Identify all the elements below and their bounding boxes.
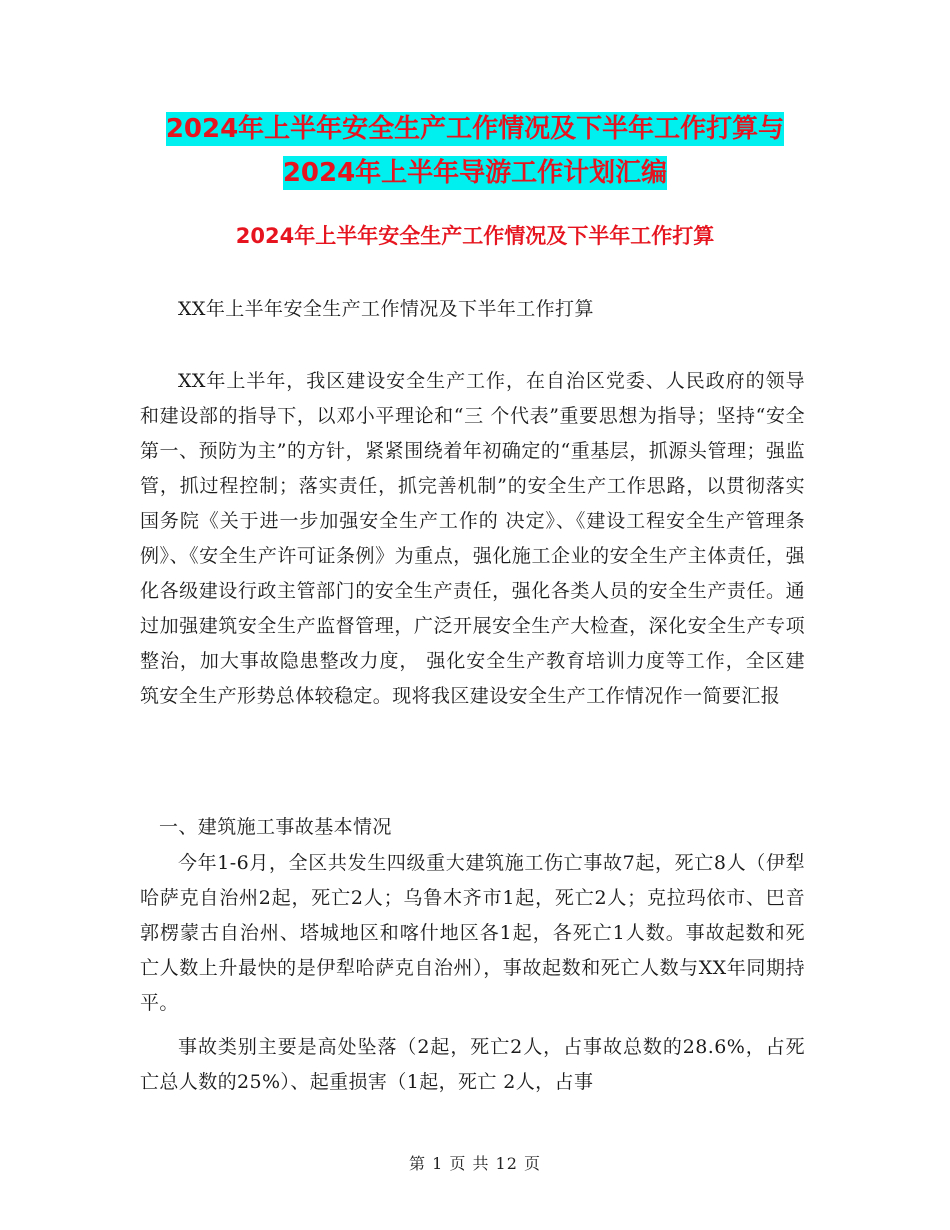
page-footer: 第 1 页 共 12 页 <box>409 1154 541 1173</box>
main-title-line1-text: 2024年上半年安全生产工作情况及下半年工作打算与 <box>165 114 785 144</box>
paragraph-accident-types: 事故类别主要是高处坠落（2起，死亡2人，占事故总数的28.6%，占死亡总人数的25%）、起重损害（1起，死亡 2人，占事 <box>140 1036 805 1093</box>
main-title-line1 <box>0 110 950 148</box>
section-title: 2024年上半年安全生产工作情况及下半年工作打算 <box>235 224 715 248</box>
main-title-line2 <box>0 154 950 192</box>
paragraph-accident-stats: 今年1-6月，全区共发生四级重大建筑施工伤亡事故7起，死亡8人（伊犁哈萨克自治州2起，死亡2人；乌鲁木齐市1起，死亡2人；克拉玛依市、巴音郭楞蒙古自治州、塔城地区和喀什地区各1起，各死亡1人数。事故起数和死亡人数上升最快的是伊犁哈萨克自治州），事故起数和死亡人数与XX年同期持平。 <box>140 852 806 1014</box>
section-heading-accidents: 一、建筑施工事故基本情况 <box>159 816 392 838</box>
document-heading: XX年上半年安全生产工作情况及下半年工作打算 <box>178 298 594 320</box>
paragraph-intro: XX年上半年，我区建设安全生产工作，在自治区党委、人民政府的领导和建设部的指导下，以邓小平理论和“三 个代表”重要思想为指导；坚持“安全第一、预防为主”的方针，紧紧围绕着年初确定的“重基层，抓源头管理；强监 管，抓过程控制；落实责任，抓完善机制”的安全生产工作思路，以贯彻落实国务院《关于进一步加强安全生产工作的 决定》、《建设工程安全生产管理条例》、《安全生产许可证条例》为重点，强化施工企业的安全生产主体责任，强化各级建设行政主管部门的安全生产责任，强化各类人员的安全生产责任。通过加强建筑安全生产监督管理，广泛开展安全生产大检查，深化安全生产专项整治，加大事故隐患整改力度， 强化安全生产教育培训力度等工作，全区建筑安全生产形势总体较稳定。现将我区建设安全生产工作情况作一简要汇报 <box>140 370 805 707</box>
main-title-line2-text: 2024年上半年导游工作计划汇编 <box>282 158 668 188</box>
